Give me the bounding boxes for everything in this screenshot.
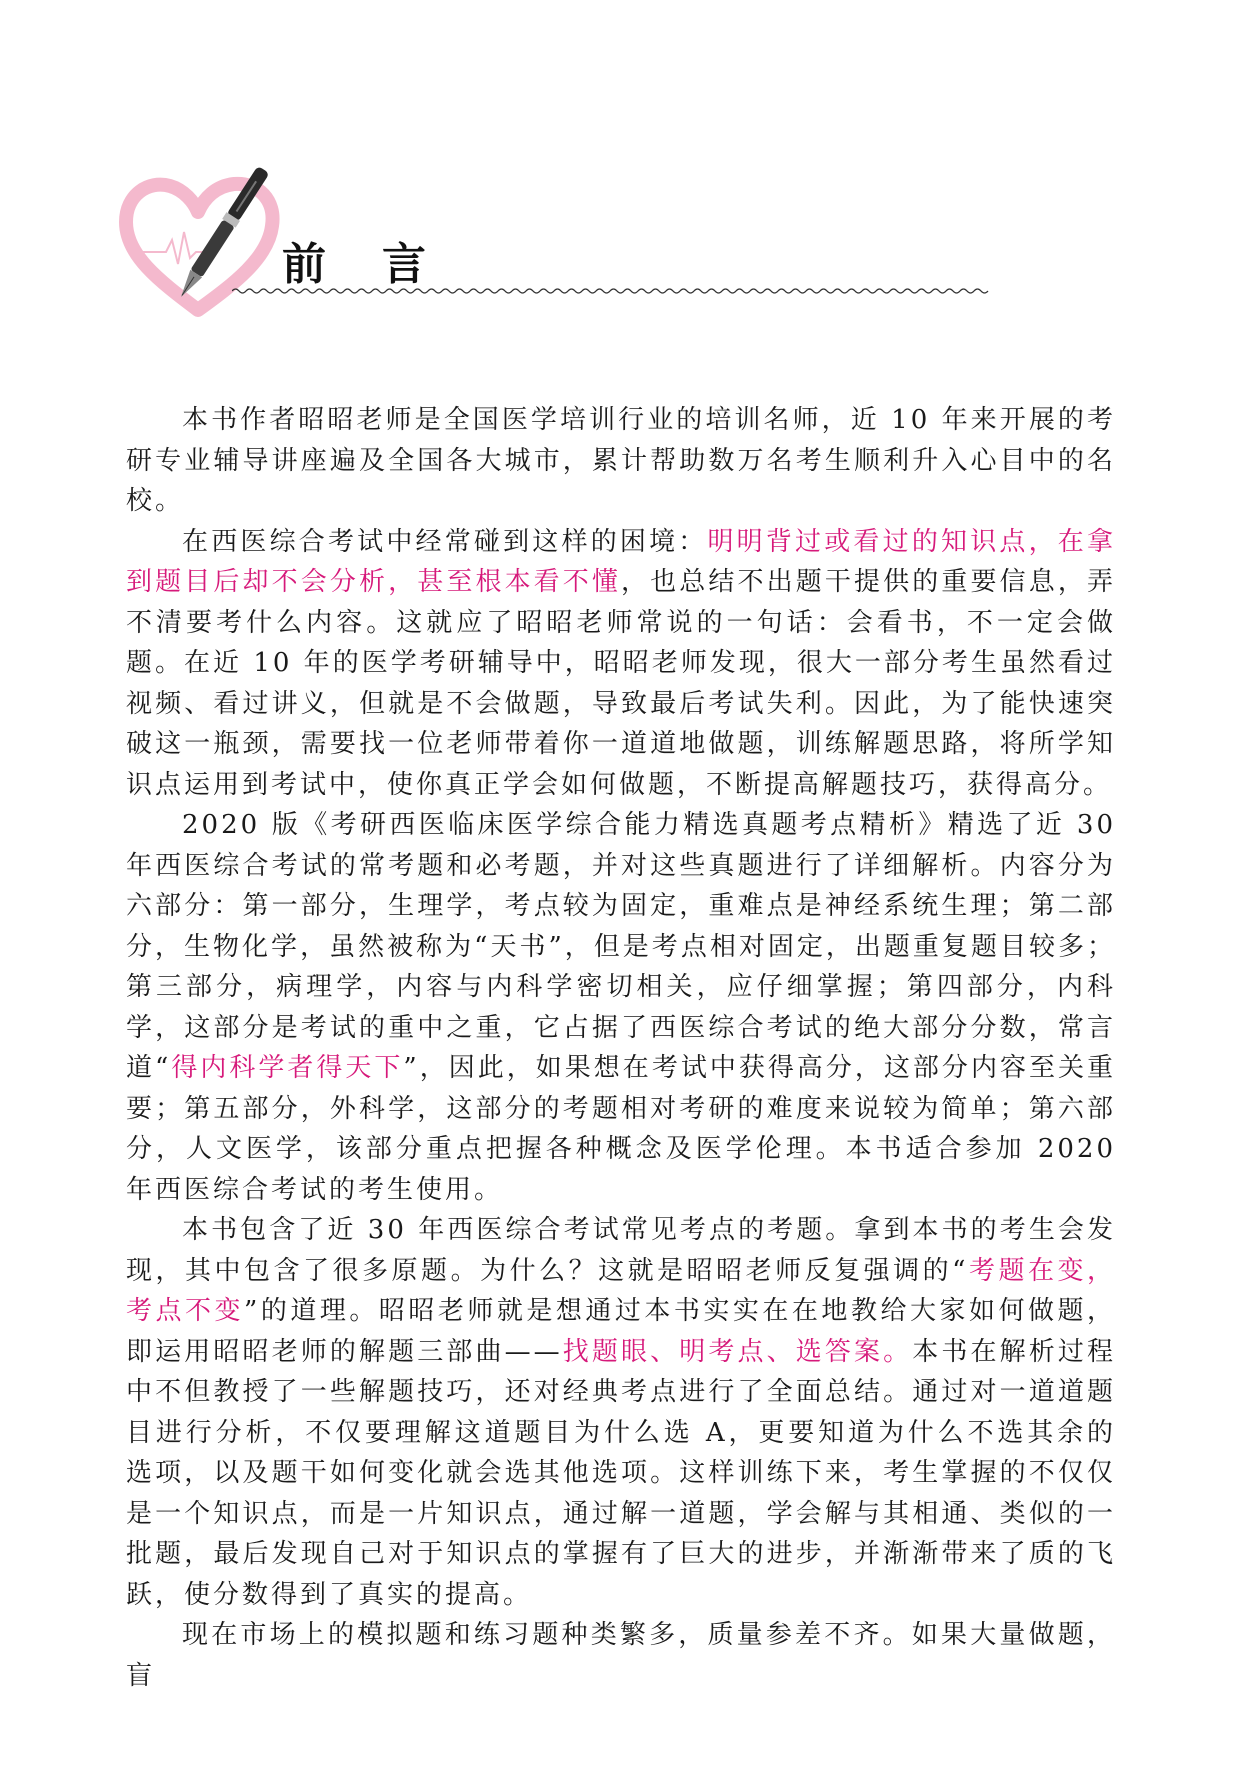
- paragraph-market: 现在市场上的模拟题和练习题种类繁多，质量参差不齐。如果大量做题，盲: [126, 1620, 1116, 1691]
- highlighted-text: 找题眼、明考点、选答案。: [562, 1336, 913, 1367]
- preface-body: [126, 400, 1116, 1696]
- paragraph-exam-difficulty: 在西医综合考试中经常碰到这样的困境：明明背过或看过的知识点，在拿到题目后却不会分析，甚至根本看不懂，也总结不出题干提供的重要信息，弄不清要考什么内容。这就应了昭昭老师常说的一句话：会看书，不一定会做题。在近 10 年的医学考研辅导中，昭昭老师发现，很大一部分考生虽然看过视频、看过讲义，但就是不会做题，导致最后考试失利。因此，为了能快速突破这一瓶颈，需要找一位老师带着你一道道地做题，训练解题思路，将所学知识点运用到考试中，使你真正学会如何做题，不断提高解题技巧，获得高分。: [126, 526, 1116, 800]
- highlighted-text: 得内科学者得天下: [171, 1053, 404, 1083]
- page-header: [0, 0, 1241, 320]
- paragraph-author-intro: 本书作者昭昭老师是全国医学培训行业的培训名师，近 10 年来开展的考研专业辅导讲座遍及全国各大城市，累计帮助数万名考生顺利升入心目中的名校。: [126, 405, 1116, 516]
- page-title: 前言: [282, 239, 482, 290]
- wavy-divider: [232, 286, 1022, 296]
- paragraph-method: 本书包含了近 30 年西医综合考试常见考点的考题。拿到本书的考生会发现，其中包含了很多原题。为什么？这就是昭昭老师反复强调的“考题在变，考点不变”的道理。昭昭老师就是想通过本书实实在在地教给大家如何做题，即运用昭昭老师的解题三部曲——找题眼、明考点、选答案。本书在解析过程中不但教授了一些解题技巧，还对经典考点进行了全面总结。通过对一道道题目进行分析，不仅要理解这道题目为什么选 A，更要知道为什么不选其余的选项，以及题干如何变化就会选其他选项。这样训练下来，考生掌握的不仅仅是一个知识点，而是一片知识点，通过解一道题，学会解与其相通、类似的一批题，最后发现自己对于知识点的掌握有了巨大的进步，并渐渐带来了质的飞跃，使分数得到了真实的提高。: [126, 1215, 1116, 1610]
- highlighted-text: 明明背过或看过的知识点，在拿到题目后却不会分析，甚至根本看不懂: [126, 526, 1116, 597]
- heart-with-pen-icon: [118, 160, 288, 330]
- paragraph-book-contents: 2020 版《考研西医临床医学综合能力精选真题考点精析》精选了近 30 年西医综合考试的常考题和必考题，并对这些真题进行了详细解析。内容分为六部分：第一部分，生理学，考点较为固定，重难点是神经系统生理；第二部分，生物化学，虽然被称为“天书”，但是考点相对固定，出题重复题目较多；第三部分，病理学，内容与内科学密切相关，应仔细掌握；第四部分，内科学，这部分是考试的重中之重，它占据了西医综合考试的绝大部分分数，常言道“得内科学者得天下”，因此，如果想在考试中获得高分，这部分内容至关重要；第五部分，外科学，这部分的考题相对考研的难度来说较为简单；第六部分，人文医学，该部分重点把握各种概念及医学伦理。本书适合参加 2020 年西医综合考试的考生使用。: [126, 810, 1116, 1205]
- highlighted-text: 考题在变，考点不变: [126, 1255, 1116, 1326]
